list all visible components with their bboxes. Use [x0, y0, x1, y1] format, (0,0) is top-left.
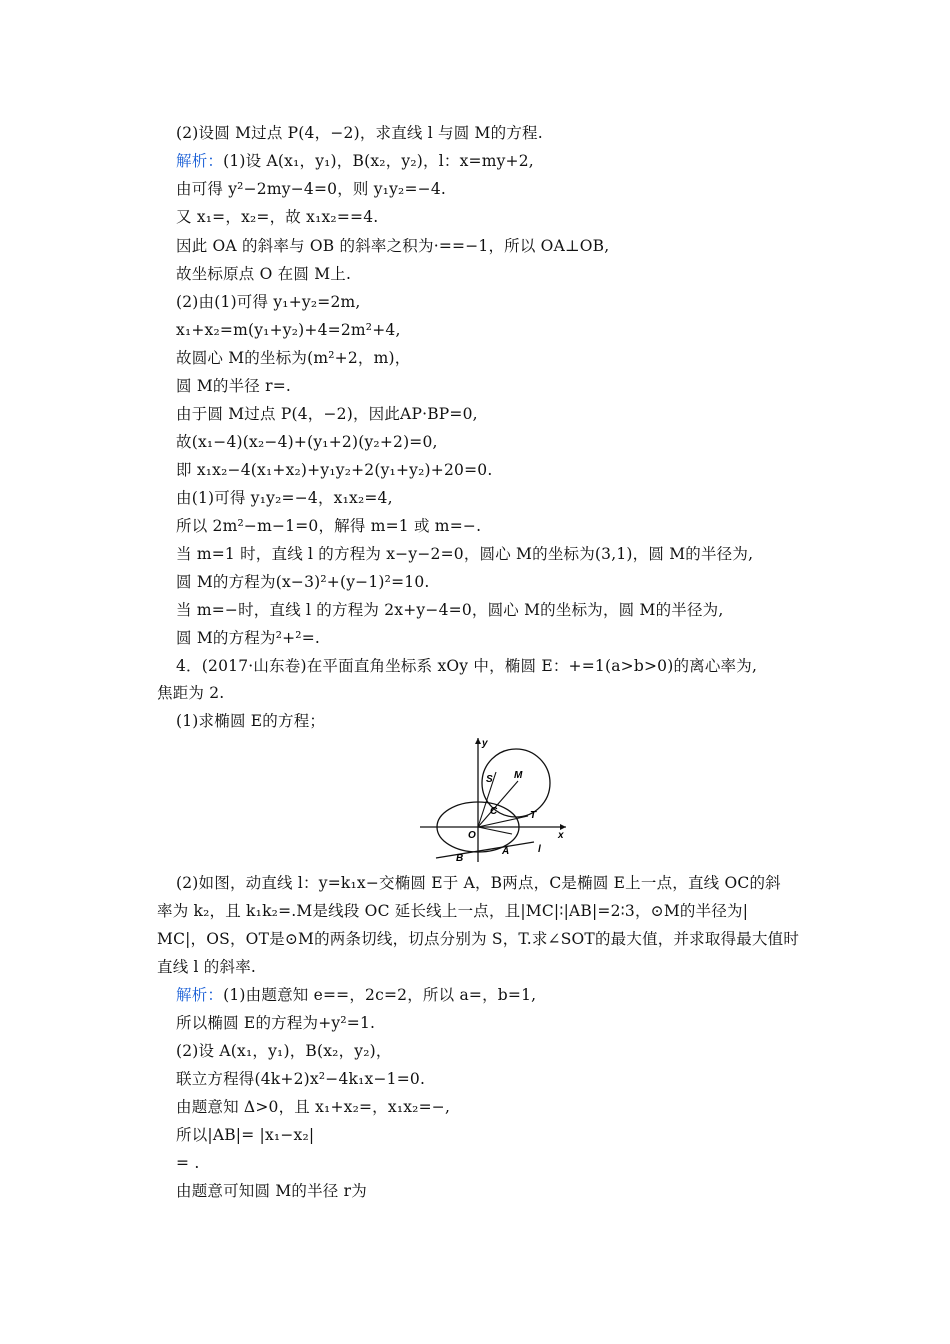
question-4-part-2-cont: 直线 l 的斜率.	[157, 958, 257, 976]
label-a: A	[502, 846, 510, 857]
label-l: l	[538, 844, 541, 855]
solution-line: 圆 M的方程为²+²=.	[176, 629, 321, 647]
solution-line: 又 x₁=，x₂=，故 x₁x₂==4.	[176, 208, 379, 226]
question-4-part-1: (1)求椭圆 E的方程；	[176, 712, 326, 730]
solution-line: 因此 OA 的斜率与 OB 的斜率之积为·==−1，所以 OA⊥OB,	[176, 237, 610, 255]
question-4-text-cont: 焦距为 2.	[157, 684, 225, 702]
solution-line: 故圆心 M的坐标为(m²+2，m)，	[176, 349, 411, 367]
solution-line: = .	[176, 1154, 200, 1172]
solution-line: 故坐标原点 O 在圆 M上.	[176, 265, 352, 283]
label-t: T	[530, 810, 537, 821]
solution-label: 解析：	[176, 986, 224, 1004]
solution-line: x₁+x₂=m(y₁+y₂)+4=2m²+4,	[176, 321, 401, 339]
y-axis-arrow	[475, 738, 481, 744]
solution-line: 由题意知 Δ>0，且 x₁+x₂=，x₁x₂=−,	[176, 1098, 451, 1116]
question-4-part-2: (2)如图，动直线 l：y=k₁x−交椭圆 E于 A，B两点，C是椭圆 E上一点，直线 OC的斜	[176, 874, 781, 892]
solution-line: 所以椭圆 E的方程为+y²=1.	[176, 1014, 376, 1032]
solution-line: 由于圆 M过点 P(4，−2)，因此AP·BP=0,	[176, 405, 478, 423]
solution-label: 解析：	[176, 152, 224, 170]
solution-line: 故(x₁−4)(x₂−4)+(y₁+2)(y₂+2)=0,	[176, 433, 438, 451]
solution-line: (2)由(1)可得 y₁+y₂=2m,	[176, 293, 361, 311]
solution-line: 所以 2m²−m−1=0，解得 m=1 或 m=−.	[176, 517, 482, 535]
segment-oa	[478, 827, 512, 834]
label-s: S	[486, 774, 493, 785]
question-4-text: 4．(2017·山东卷)在平面直角坐标系 xOy 中，椭圆 E：+=1(a>b>0)的离心率为,	[176, 657, 758, 675]
question-4-part-2-cont: 率为 k₂，且 k₁k₂=.M是线段 OC 延长线上一点，且|MC|∶|AB|=2∶3，⊙M的半径为|	[157, 902, 749, 920]
ellipse-circle-figure	[416, 734, 570, 864]
question-2-text: (2)设圆 M过点 P(4，−2)，求直线 l 与圆 M的方程.	[176, 124, 543, 142]
solution-line: 由题意可知圆 M的半径 r为	[176, 1182, 367, 1200]
solution-line: 圆 M的半径 r=.	[176, 377, 292, 395]
solution-line: 当 m=−时，直线 l 的方程为 2x+y−4=0，圆心 M的坐标为，圆 M的半径为,	[176, 601, 724, 619]
solution-line: 由(1)可得 y₁y₂=−4，x₁x₂=4,	[176, 489, 393, 507]
label-o: O	[468, 830, 476, 841]
label-y: y	[482, 738, 488, 749]
solution-line: 当 m=1 时，直线 l 的方程为 x−y−2=0，圆心 M的坐标为(3,1)，圆 M的半径为,	[176, 545, 754, 563]
solution-line: 联立方程得(4k+2)x²−4k₁x−1=0.	[176, 1070, 426, 1088]
question-4-part-2-cont: MC|，OS，OT是⊙M的两条切线，切点分别为 S，T.求∠SOT的最大值，并求取得最大值时	[157, 930, 800, 948]
label-m: M	[514, 770, 523, 781]
solution-line: 由可得 y²−2my−4=0，则 y₁y₂=−4.	[176, 180, 447, 198]
label-b: B	[456, 853, 464, 864]
solution-4-line-1: 解析：(1)由题意知 e==，2c=2，所以 a=，b=1,	[176, 986, 537, 1004]
solution-line: 即 x₁x₂−4(x₁+x₂)+y₁y₂+2(y₁+y₂)+20=0.	[176, 461, 493, 479]
segment-om	[478, 781, 518, 827]
solution-line: 圆 M的方程为(x−3)²+(y−1)²=10.	[176, 573, 430, 591]
solution-line: (2)设 A(x₁，y₁)，B(x₂，y₂)，	[176, 1042, 392, 1060]
line-l	[436, 842, 534, 858]
solution-line-1: 解析：(1)设 A(x₁，y₁)，B(x₂，y₂)，l：x=my+2,	[176, 152, 534, 170]
label-c: C	[490, 806, 498, 817]
solution-line: 所以|AB|= |x₁−x₂|	[176, 1126, 315, 1144]
label-x: x	[558, 830, 564, 841]
